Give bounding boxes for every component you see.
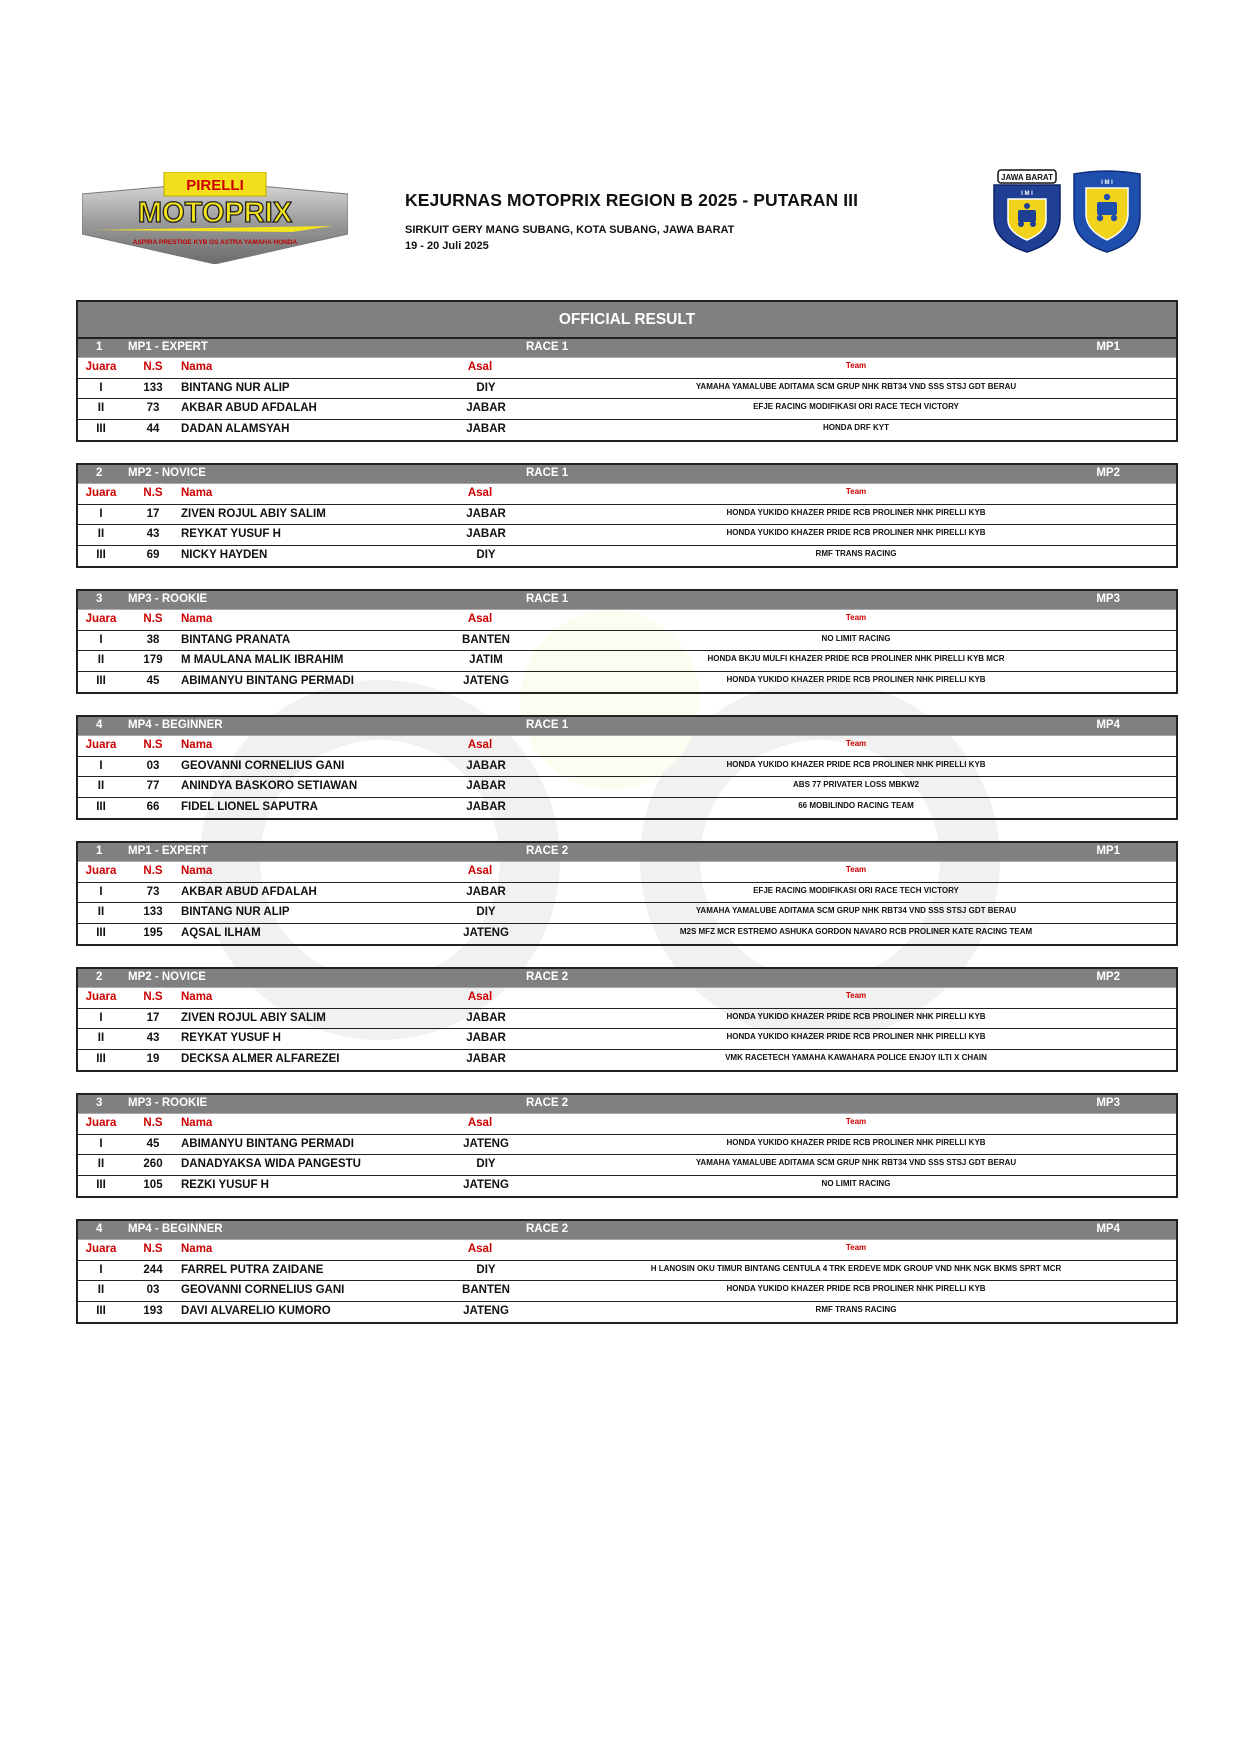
category-number: 1 <box>96 341 103 353</box>
start-number: 38 <box>146 633 160 646</box>
start-number: 77 <box>146 780 160 792</box>
rider-origin: DIY <box>476 381 496 394</box>
col-asal: Asal <box>467 361 493 373</box>
col-asal: Asal <box>467 1243 493 1255</box>
rider-origin: JABAR <box>466 1032 506 1044</box>
start-number: 195 <box>143 926 163 939</box>
rider-name: REZKI YUSUF H <box>181 1178 269 1191</box>
rider-origin: JATENG <box>463 1304 509 1317</box>
rider-name: AKBAR ABUD AFDALAH <box>181 402 317 414</box>
result-row <box>78 757 1176 778</box>
team-name: HONDA YUKIDO KHAZER PRIDE RCB PROLINER NHK PIRELLI KYB <box>726 1011 986 1021</box>
team-name: YAMAHA YAMALUBE ADITAMA SCM GRUP NHK RBT34 VND SSS STSJ GDT BERAU <box>695 906 1017 915</box>
team-name: HONDA YUKIDO KHAZER PRIDE RCB PROLINER NHK PIRELLI KYB <box>726 674 986 684</box>
col-ns: N.S <box>143 1243 163 1255</box>
rider-name: ANINDYA BASKORO SETIAWAN <box>181 780 358 792</box>
rider-name: REYKAT YUSUF H <box>181 528 281 540</box>
position: II <box>97 1284 105 1296</box>
col-ns: N.S <box>143 991 163 1003</box>
col-team: Team <box>845 1243 867 1252</box>
position: I <box>99 759 103 772</box>
race-result-block <box>76 841 1178 946</box>
team-name: HONDA YUKIDO KHAZER PRIDE RCB PROLINER NHK PIRELLI KYB <box>726 507 986 517</box>
category-number: 3 <box>96 1097 103 1109</box>
race-label: RACE 1 <box>526 467 569 479</box>
team-name: EFJE RACING MODIFIKASI ORI RACE TECH VICTORY <box>753 885 959 895</box>
position: III <box>96 1052 106 1065</box>
category-number: 4 <box>96 719 103 731</box>
result-row <box>78 525 1176 546</box>
result-row <box>78 798 1176 819</box>
category-name: MP4 - BEGINNER <box>128 719 223 731</box>
col-juara: Juara <box>85 487 117 499</box>
category-number: 1 <box>96 845 103 857</box>
team-name: HONDA YUKIDO KHAZER PRIDE RCB PROLINER NHK PIRELLI KYB <box>726 759 986 769</box>
result-rows <box>78 1009 1176 1071</box>
category-code: MP1 <box>1096 845 1120 857</box>
col-juara: Juara <box>85 1117 117 1129</box>
team-name: VMK RACETECH YAMAHA KAWAHARA POLICE ENJOY ILTI X CHAIN <box>725 1052 987 1062</box>
team-name: RMF TRANS RACING <box>815 548 897 558</box>
position: II <box>97 402 105 414</box>
category-number: 2 <box>96 971 103 983</box>
rider-origin: DIY <box>476 906 496 918</box>
team-name: 66 MOBILINDO RACING TEAM <box>798 800 914 810</box>
category-code: MP1 <box>1096 341 1120 353</box>
position: III <box>96 926 106 939</box>
position: III <box>96 674 106 687</box>
rider-origin: JABAR <box>466 422 506 435</box>
result-rows <box>78 757 1176 819</box>
team-name: HONDA YUKIDO KHAZER PRIDE RCB PROLINER NHK PIRELLI KYB <box>726 528 986 537</box>
result-row <box>78 1050 1176 1071</box>
result-row <box>78 379 1176 400</box>
result-row <box>78 1155 1176 1176</box>
category-header <box>78 465 1176 484</box>
rider-origin: JATENG <box>463 674 509 687</box>
rider-name: M MAULANA MALIK IBRAHIM <box>181 654 344 666</box>
category-header <box>78 591 1176 610</box>
col-team: Team <box>845 613 867 622</box>
result-row <box>78 1029 1176 1050</box>
result-row <box>78 1009 1176 1030</box>
start-number: 105 <box>143 1178 163 1191</box>
badge-initials: I M I <box>1101 180 1113 186</box>
rider-name: GEOVANNI CORNELIUS GANI <box>181 759 345 772</box>
position: II <box>97 1158 105 1170</box>
col-juara: Juara <box>85 991 117 1003</box>
result-rows <box>78 1135 1176 1197</box>
result-row <box>78 777 1176 798</box>
start-number: 44 <box>146 422 160 435</box>
col-team: Team <box>845 487 867 496</box>
col-asal: Asal <box>467 613 493 625</box>
rider-name: REYKAT YUSUF H <box>181 1032 281 1044</box>
rider-name: ZIVEN ROJUL ABIY SALIM <box>181 1011 326 1024</box>
position: I <box>99 1011 103 1024</box>
race-result-block <box>76 967 1178 1072</box>
rider-origin: JABAR <box>466 780 506 792</box>
team-name: NO LIMIT RACING <box>821 633 891 643</box>
position: I <box>99 381 103 394</box>
col-team: Team <box>845 865 867 874</box>
start-number: 19 <box>146 1052 160 1065</box>
category-code: MP3 <box>1096 593 1120 605</box>
column-header-row <box>78 610 1176 631</box>
race-label: RACE 1 <box>526 341 569 353</box>
start-number: 17 <box>146 1011 160 1024</box>
rider-origin: JABAR <box>466 528 506 540</box>
category-name: MP3 - ROOKIE <box>128 1097 208 1109</box>
col-ns: N.S <box>143 613 163 625</box>
result-rows <box>78 505 1176 567</box>
result-rows <box>78 1261 1176 1323</box>
official-result-table <box>76 300 1178 1324</box>
rider-origin: DIY <box>476 1263 496 1276</box>
rider-origin: JABAR <box>466 1052 506 1065</box>
category-header <box>78 339 1176 358</box>
col-team: Team <box>845 991 867 1000</box>
col-nama: Nama <box>181 361 213 373</box>
position: III <box>96 422 106 435</box>
race-label: RACE 2 <box>526 845 569 857</box>
start-number: 03 <box>146 1284 160 1296</box>
col-nama: Nama <box>181 865 213 877</box>
column-header-row <box>78 484 1176 505</box>
col-ns: N.S <box>143 865 163 877</box>
position: III <box>96 1178 106 1191</box>
category-header <box>78 1095 1176 1114</box>
rider-origin: JATENG <box>463 926 509 939</box>
result-row <box>78 903 1176 924</box>
rider-origin: JABAR <box>466 759 506 772</box>
race-result-block <box>76 1219 1178 1324</box>
badge-top-text: JAWA BARAT <box>1001 173 1053 182</box>
team-name: YAMAHA YAMALUBE ADITAMA SCM GRUP NHK RBT34 VND SSS STSJ GDT BERAU <box>695 1158 1017 1167</box>
start-number: 193 <box>143 1304 163 1317</box>
category-code: MP2 <box>1096 467 1120 479</box>
category-name: MP3 - ROOKIE <box>128 593 208 605</box>
position: I <box>99 633 103 646</box>
rider-origin: BANTEN <box>462 1284 510 1296</box>
rider-name: ABIMANYU BINTANG PERMADI <box>181 1137 354 1150</box>
venue-text: SIRKUIT GERY MANG SUBANG, KOTA SUBANG, JAWA BARAT <box>405 224 735 236</box>
start-number: 133 <box>143 381 163 394</box>
badge-initials: I M I <box>1021 191 1033 197</box>
race-result-block <box>76 715 1178 820</box>
col-nama: Nama <box>181 1117 213 1129</box>
result-row <box>78 420 1176 441</box>
rider-origin: BANTEN <box>462 633 510 646</box>
rider-name: ABIMANYU BINTANG PERMADI <box>181 674 354 687</box>
team-name: HONDA YUKIDO KHAZER PRIDE RCB PROLINER NHK PIRELLI KYB <box>726 1137 986 1147</box>
rider-name: FARREL PUTRA ZAIDANE <box>181 1263 324 1276</box>
team-name: H LANOSIN OKU TIMUR BINTANG CENTULA 4 TRK ERDEVE MDK GROUP VND NHK NGK BKMS SPRT MCR <box>650 1263 1062 1273</box>
position: II <box>97 1032 105 1044</box>
rider-name: ZIVEN ROJUL ABIY SALIM <box>181 507 326 520</box>
category-number: 3 <box>96 593 103 605</box>
category-header <box>78 717 1176 736</box>
result-blocks <box>76 337 1178 1324</box>
rider-name: GEOVANNI CORNELIUS GANI <box>181 1284 345 1296</box>
rider-origin: DIY <box>476 548 496 561</box>
title-block <box>405 190 858 252</box>
position: III <box>96 548 106 561</box>
result-row <box>78 399 1176 420</box>
rider-name: DAVI ALVARELIO KUMORO <box>181 1304 331 1317</box>
result-row <box>78 883 1176 904</box>
rider-origin: JABAR <box>466 1011 506 1024</box>
start-number: 43 <box>146 1032 160 1044</box>
rider-name: AQSAL ILHAM <box>181 926 261 939</box>
result-row <box>78 631 1176 652</box>
start-number: 69 <box>146 548 160 561</box>
race-label: RACE 2 <box>526 1097 569 1109</box>
race-label: RACE 2 <box>526 971 569 983</box>
col-ns: N.S <box>143 739 163 751</box>
start-number: 244 <box>143 1263 163 1276</box>
category-number: 4 <box>96 1223 103 1235</box>
col-juara: Juara <box>85 613 117 625</box>
col-asal: Asal <box>467 865 493 877</box>
result-rows <box>78 883 1176 945</box>
col-asal: Asal <box>467 739 493 751</box>
position: III <box>96 1304 106 1317</box>
page-title: KEJURNAS MOTOPRIX REGION B 2025 - PUTARAN III <box>405 190 859 210</box>
team-name: EFJE RACING MODIFIKASI ORI RACE TECH VICTORY <box>753 402 959 411</box>
rider-origin: JABAR <box>466 402 506 414</box>
team-name: ABS 77 PRIVATER LOSS MBKW2 <box>793 780 919 789</box>
rider-origin: JABAR <box>466 507 506 520</box>
start-number: 43 <box>146 528 160 540</box>
team-name: HONDA BKJU MULFI KHAZER PRIDE RCB PROLINER NHK PIRELLI KYB MCR <box>707 654 1005 663</box>
col-ns: N.S <box>143 361 163 373</box>
position: II <box>97 780 105 792</box>
column-header-row <box>78 1240 1176 1261</box>
result-row <box>78 1302 1176 1323</box>
result-row <box>78 1281 1176 1302</box>
col-asal: Asal <box>467 991 493 1003</box>
result-row <box>78 546 1176 567</box>
position: I <box>99 507 103 520</box>
category-name: MP2 - NOVICE <box>128 971 206 983</box>
category-name: MP1 - EXPERT <box>128 341 208 353</box>
category-code: MP3 <box>1096 1097 1120 1109</box>
race-result-block <box>76 463 1178 568</box>
col-juara: Juara <box>85 1243 117 1255</box>
rider-name: BINTANG NUR ALIP <box>181 381 290 394</box>
result-rows <box>78 379 1176 441</box>
rider-name: DECKSA ALMER ALFAREZEI <box>181 1052 340 1065</box>
col-nama: Nama <box>181 613 213 625</box>
start-number: 66 <box>146 800 160 813</box>
rider-origin: JATIM <box>469 654 503 666</box>
start-number: 45 <box>146 1137 160 1150</box>
category-code: MP4 <box>1096 719 1120 731</box>
col-juara: Juara <box>85 865 117 877</box>
race-label: RACE 1 <box>526 593 569 605</box>
category-code: MP4 <box>1096 1223 1120 1235</box>
result-row <box>78 1135 1176 1156</box>
rider-name: NICKY HAYDEN <box>181 548 268 561</box>
rider-name: AKBAR ABUD AFDALAH <box>181 885 317 898</box>
position: I <box>99 1263 103 1276</box>
team-name: HONDA DRF KYT <box>823 422 889 432</box>
rider-name: DADAN ALAMSYAH <box>181 422 290 435</box>
sponsors-text: ASPIRA PRESTIGE KYB GS ASTRA YAMAHA HONDA <box>132 239 298 246</box>
column-header-row <box>78 358 1176 379</box>
column-header-row <box>78 736 1176 757</box>
col-nama: Nama <box>181 991 213 1003</box>
race-label: RACE 2 <box>526 1223 569 1235</box>
race-label: RACE 1 <box>526 719 569 731</box>
brand-top-text: PIRELLI <box>186 177 244 194</box>
imi-jawa-barat-badge-icon <box>990 168 1064 254</box>
team-name: NO LIMIT RACING <box>821 1178 891 1188</box>
team-name: YAMAHA YAMALUBE ADITAMA SCM GRUP NHK RBT34 VND SSS STSJ GDT BERAU <box>695 381 1017 391</box>
rider-origin: JATENG <box>463 1178 509 1191</box>
column-header-row <box>78 988 1176 1009</box>
category-header <box>78 969 1176 988</box>
rider-origin: JABAR <box>466 800 506 813</box>
official-result-title: OFFICIAL RESULT <box>76 300 1178 337</box>
race-result-block <box>76 1093 1178 1198</box>
col-nama: Nama <box>181 1243 213 1255</box>
result-row <box>78 1176 1176 1197</box>
event-date: 19 - 20 Juli 2025 <box>405 240 489 252</box>
rider-name: DANADYAKSA WIDA PANGESTU <box>181 1158 361 1170</box>
col-team: Team <box>845 361 867 370</box>
start-number: 45 <box>146 674 160 687</box>
result-rows <box>78 631 1176 693</box>
column-header-row <box>78 862 1176 883</box>
rider-origin: JABAR <box>466 885 506 898</box>
rider-name: FIDEL LIONEL SAPUTRA <box>181 800 318 813</box>
rider-origin: JATENG <box>463 1137 509 1150</box>
col-asal: Asal <box>467 1117 493 1129</box>
category-header <box>78 1221 1176 1240</box>
motoprix-logo <box>82 172 348 264</box>
result-row <box>78 924 1176 945</box>
col-team: Team <box>845 1117 867 1126</box>
start-number: 03 <box>146 759 160 772</box>
result-row <box>78 651 1176 672</box>
position: II <box>97 654 105 666</box>
col-juara: Juara <box>85 739 117 751</box>
race-result-block <box>76 589 1178 694</box>
team-name: HONDA YUKIDO KHAZER PRIDE RCB PROLINER NHK PIRELLI KYB <box>726 1032 986 1041</box>
team-name: HONDA YUKIDO KHAZER PRIDE RCB PROLINER NHK PIRELLI KYB <box>726 1284 986 1293</box>
position: I <box>99 1137 103 1150</box>
position: I <box>99 885 103 898</box>
start-number: 17 <box>146 507 160 520</box>
rider-origin: DIY <box>476 1158 496 1170</box>
category-number: 2 <box>96 467 103 479</box>
team-name: RMF TRANS RACING <box>815 1304 897 1314</box>
rider-name: BINTANG PRANATA <box>181 633 291 646</box>
category-name: MP4 - BEGINNER <box>128 1223 223 1235</box>
start-number: 73 <box>146 402 160 414</box>
col-nama: Nama <box>181 739 213 751</box>
start-number: 260 <box>143 1158 163 1170</box>
start-number: 73 <box>146 885 160 898</box>
col-ns: N.S <box>143 1117 163 1129</box>
result-row <box>78 1261 1176 1282</box>
category-header <box>78 843 1176 862</box>
race-result-block <box>76 337 1178 442</box>
col-asal: Asal <box>467 487 493 499</box>
category-name: MP1 - EXPERT <box>128 845 208 857</box>
category-name: MP2 - NOVICE <box>128 467 206 479</box>
result-row <box>78 672 1176 693</box>
col-team: Team <box>845 739 867 748</box>
col-ns: N.S <box>143 487 163 499</box>
brand-main-text: MOTOPRIX <box>137 197 293 229</box>
col-juara: Juara <box>85 361 117 373</box>
imi-indonesia-badge-icon <box>1070 168 1144 254</box>
result-row <box>78 505 1176 526</box>
position: III <box>96 800 106 813</box>
start-number: 179 <box>143 654 163 666</box>
position: II <box>97 528 105 540</box>
document-header <box>0 0 1240 290</box>
column-header-row <box>78 1114 1176 1135</box>
rider-name: BINTANG NUR ALIP <box>181 906 290 918</box>
start-number: 133 <box>143 906 163 918</box>
category-code: MP2 <box>1096 971 1120 983</box>
col-nama: Nama <box>181 487 213 499</box>
team-name: M2S MFZ MCR ESTREMO ASHUKA GORDON NAVARO RCB PROLINER KATE RACING TEAM <box>679 926 1033 936</box>
position: II <box>97 906 105 918</box>
